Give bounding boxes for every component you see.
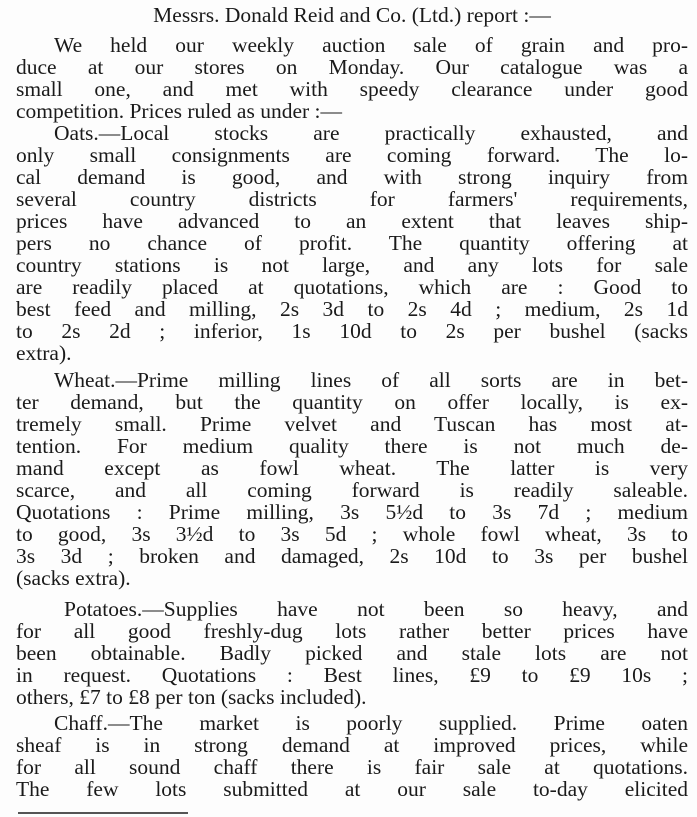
- wheat-line-9: 3s 3d ; broken and damaged, 2s 10d to 3s per bushel: [16, 544, 688, 568]
- wheat-line-3: tremely small. Prime velvet and Tuscan has most at-: [16, 412, 688, 436]
- wheat-line-10: (sacks extra).: [16, 566, 131, 590]
- intro-line-1: We held our weekly auction sale of grain and pro-: [54, 33, 688, 57]
- oats-line-6: pers no chance of profit. The quantity offering at: [16, 231, 688, 255]
- oats-line-3: cal demand is good, and with strong inquiry from: [16, 165, 688, 189]
- oats-line-11: extra).: [16, 341, 72, 365]
- oats-line-10: to 2s 2d ; inferior, 1s 10d to 2s per bushel (sacks: [16, 319, 688, 343]
- potatoes-line-3: been obtainable. Badly picked and stale lots are not: [16, 641, 688, 665]
- oats-line-4: several country districts for farmers' requirements,: [16, 187, 688, 211]
- wheat-line-7: Quotations : Prime milling, 3s 5½d to 3s 7d ; medium: [16, 500, 688, 524]
- oats-line-2: only small consignments are coming forward. The lo-: [16, 143, 688, 167]
- potatoes-line-1: Potatoes.—Supplies have not been so heavy, and: [64, 597, 688, 621]
- wheat-line-4: tention. For medium quality there is not much de-: [16, 434, 688, 458]
- wheat-line-8: to good, 3s 3½d to 3s 5d ; whole fowl wheat, 3s to: [16, 522, 688, 546]
- oats-line-7: country stations is not large, and any lots for sale: [16, 253, 688, 277]
- oats-line-5: prices have advanced to an extent that leaves ship-: [16, 209, 688, 233]
- oats-line-1: Oats.—Local stocks are practically exhausted, and: [54, 121, 688, 145]
- wheat-line-5: mand except as fowl wheat. The latter is very: [16, 456, 688, 480]
- report-heading: Messrs. Donald Reid and Co. (Ltd.) report :—: [153, 3, 551, 27]
- potatoes-line-4: in request. Quotations : Best lines, £9 to £9 10s ;: [16, 663, 688, 687]
- intro-line-4: competition. Prices ruled as under :—: [16, 99, 343, 123]
- intro-line-3: small one, and met with speedy clearance under good: [16, 77, 688, 101]
- chaff-line-2: sheaf is in strong demand at improved prices, while: [16, 733, 688, 757]
- column-rule: [18, 812, 188, 814]
- potatoes-line-5: others, £7 to £8 per ton (sacks included).: [16, 685, 367, 709]
- chaff-line-3: for all sound chaff there is fair sale at quotations.: [16, 755, 688, 779]
- chaff-line-1: Chaff.—The market is poorly supplied. Prime oaten: [54, 711, 688, 735]
- potatoes-line-2: for all good freshly-dug lots rather better prices have: [16, 619, 688, 643]
- chaff-line-4: The few lots submitted at our sale to-day elicited: [16, 777, 688, 801]
- oats-line-9: best feed and milling, 2s 3d to 2s 4d ; medium, 2s 1d: [16, 297, 688, 321]
- intro-line-2: duce at our stores on Monday. Our catalogue was a: [16, 55, 688, 79]
- wheat-line-6: scarce, and all coming forward is readily saleable.: [16, 478, 688, 502]
- wheat-line-2: ter demand, but the quantity on offer locally, is ex-: [16, 390, 688, 414]
- wheat-line-1: Wheat.—Prime milling lines of all sorts are in bet-: [54, 368, 688, 392]
- oats-line-8: are readily placed at quotations, which are : Good to: [16, 275, 688, 299]
